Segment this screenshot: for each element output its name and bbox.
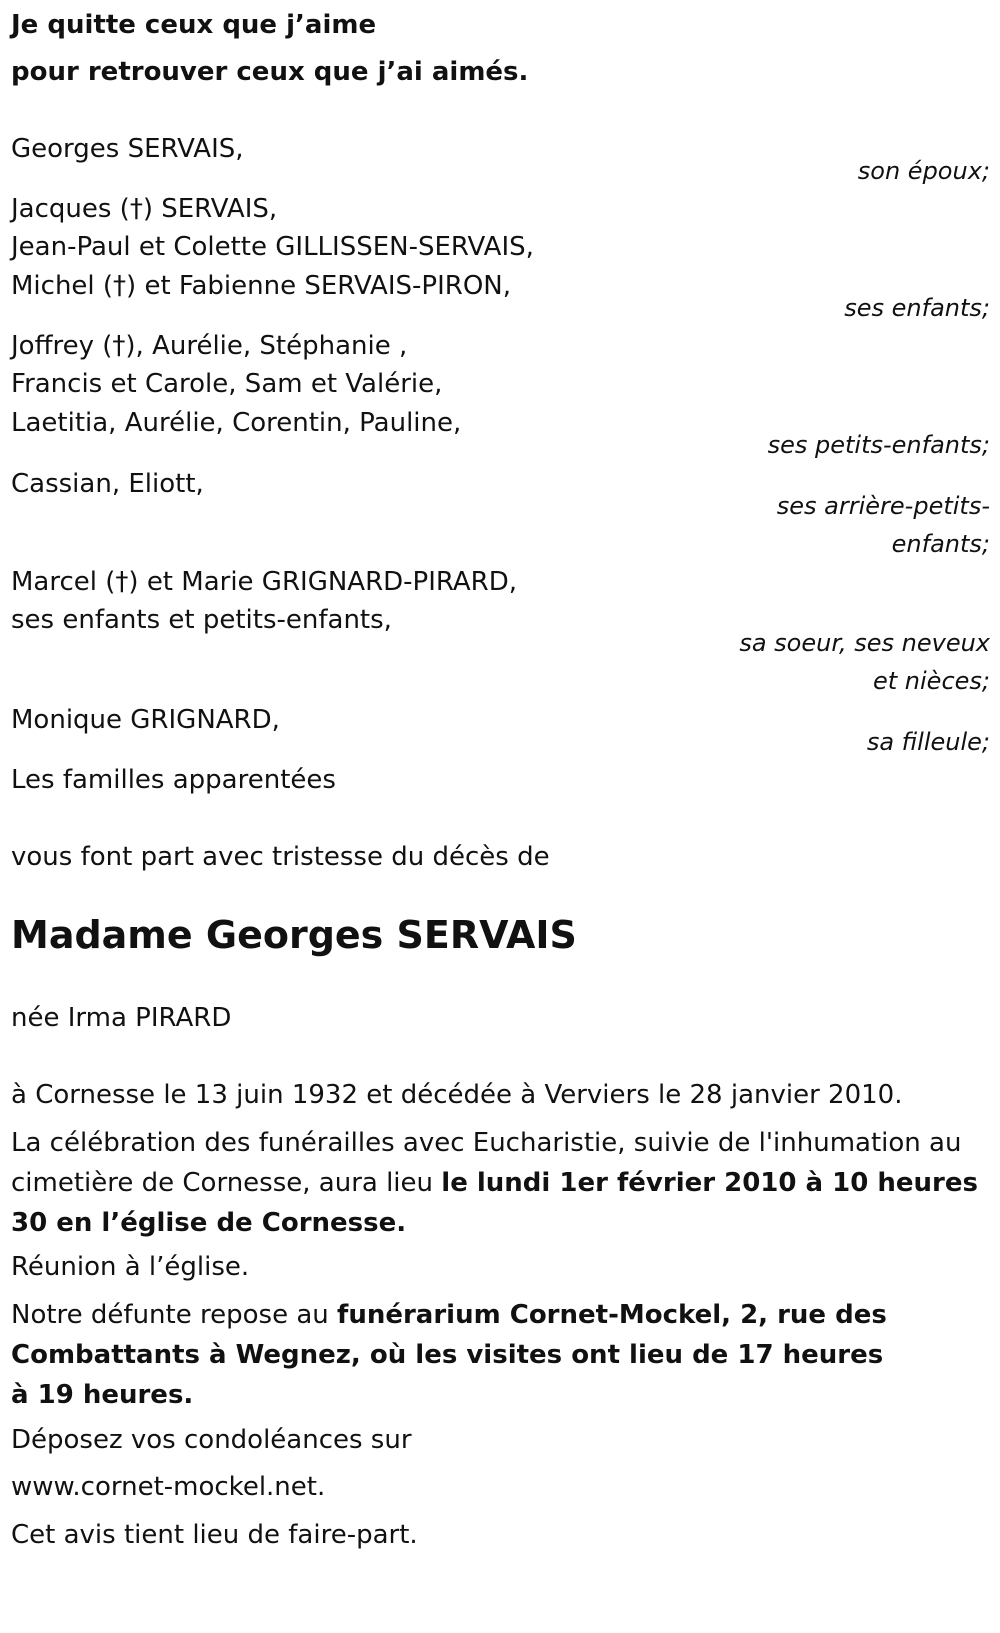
grandchildren-line: Laetitia, Aurélie, Corentin, Pauline, bbox=[11, 408, 462, 438]
footer-line: Cet avis tient lieu de faire-part. bbox=[11, 1520, 418, 1550]
epigraph-line-1: Je quitte ceux que j’aime bbox=[11, 10, 377, 40]
sibling-line: Marcel (†) et Marie GRIGNARD-PIRARD, bbox=[11, 567, 518, 597]
condolences-line: Déposez vos condoléances sur bbox=[11, 1425, 412, 1455]
goddaughter-role: sa filleule; bbox=[866, 728, 990, 756]
children-line: Michel (†) et Fabienne SERVAIS-PIRON, bbox=[11, 271, 511, 301]
great-grandchildren-line: Cassian, Eliott, bbox=[11, 469, 204, 499]
grandchildren-line: Francis et Carole, Sam et Valérie, bbox=[11, 369, 443, 399]
grandchildren-line: Joffrey (†), Aurélie, Stéphanie , bbox=[11, 331, 408, 361]
sibling-role-line-2: et nièces; bbox=[873, 667, 990, 695]
condolences-website[interactable]: www.cornet-mockel.net. bbox=[11, 1472, 326, 1502]
deceased-name: Madame Georges SERVAIS bbox=[11, 913, 577, 957]
grandchildren-role: ses petits-enfants; bbox=[767, 431, 990, 459]
funeral-details: le lundi 1er février 2010 à 10 heures 30 en l’église de Cornesse. bbox=[11, 1168, 978, 1238]
relatives-line: Les familles apparentées bbox=[11, 765, 336, 795]
spouse-name: Georges SERVAIS, bbox=[11, 134, 244, 164]
children-line: Jacques (†) SERVAIS, bbox=[11, 194, 278, 224]
repose-text: Notre défunte repose au bbox=[11, 1300, 338, 1330]
sibling-line: ses enfants et petits-enfants, bbox=[11, 605, 392, 635]
repose-paragraph bbox=[11, 1295, 891, 1415]
great-grandchildren-role-line-2: enfants; bbox=[891, 530, 990, 558]
great-grandchildren-role-line-1: ses arrière-petits- bbox=[776, 492, 990, 520]
funeral-paragraph bbox=[11, 1123, 986, 1243]
funeral-text: La célébration des funérailles avec Eucharistie, suivie de l'inhumation au cimetière de Cornesse, aura lieu bbox=[11, 1128, 962, 1198]
children-line: Jean-Paul et Colette GILLISSEN-SERVAIS, bbox=[11, 232, 534, 262]
goddaughter-name: Monique GRIGNARD, bbox=[11, 705, 280, 735]
epigraph-line-2: pour retrouver ceux que j’ai aimés. bbox=[11, 57, 529, 87]
sibling-role-line-1: sa soeur, ses neveux bbox=[739, 629, 990, 657]
deceased-dates: à Cornesse le 13 juin 1932 et décédée à Verviers le 28 janvier 2010. bbox=[11, 1080, 903, 1110]
deceased-maiden-name: née Irma PIRARD bbox=[11, 1003, 232, 1033]
repose-details: funérarium Cornet-Mockel, 2, rue des Combattants à Wegnez, où les visites ont lieu de 17 heures à 19 heures. bbox=[11, 1300, 887, 1410]
spouse-role: son époux; bbox=[857, 157, 990, 185]
meeting-line: Réunion à l’église. bbox=[11, 1252, 250, 1282]
announcement-line: vous font part avec tristesse du décès de bbox=[11, 842, 550, 872]
children-role: ses enfants; bbox=[844, 294, 990, 322]
